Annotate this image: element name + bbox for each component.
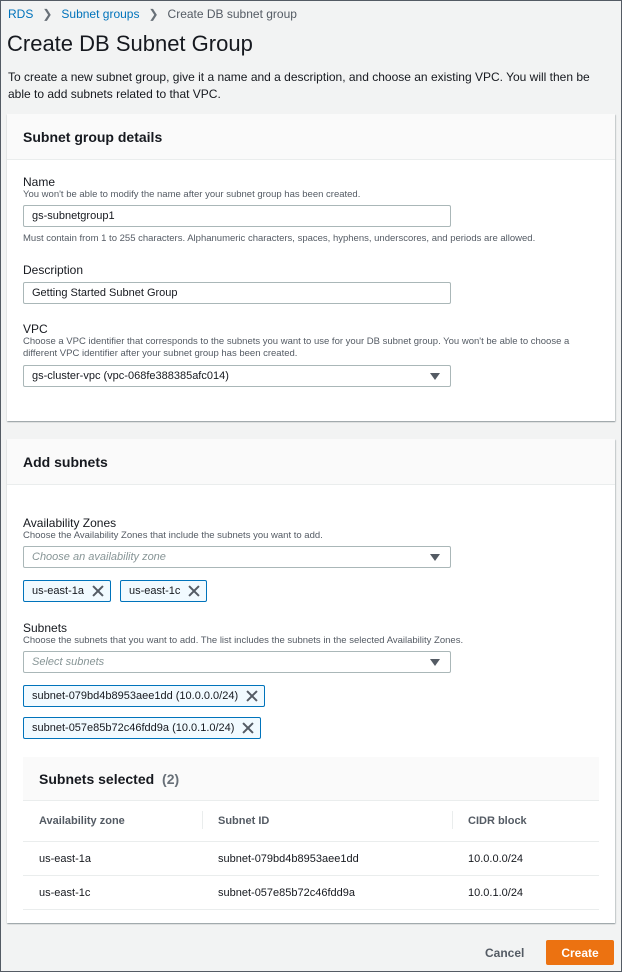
- subnets-selected-title: [39, 771, 179, 787]
- subnets-selected-table-panel: [23, 757, 599, 909]
- az-token-us-east-1a: [23, 580, 111, 602]
- subnets-label: Subnets: [23, 621, 68, 635]
- table-header-row: [23, 801, 599, 842]
- close-icon[interactable]: [92, 585, 104, 597]
- availability-zone-placeholder: Choose an availability zone: [32, 551, 166, 563]
- breadcrumb-subnet-groups-link[interactable]: Subnet groups: [61, 7, 140, 21]
- vpc-select-value: gs-cluster-vpc (vpc-068fe388385afc014): [32, 370, 229, 382]
- subnets-placeholder: Select subnets: [32, 656, 105, 668]
- column-header-label: CIDR block: [468, 815, 527, 827]
- column-header-subnet-id: [202, 801, 452, 842]
- vpc-description: Choose a VPC identifier that corresponds to the subnets you want to use for your DB subnet group. You won't be able to choose a different VPC identifier after your subnet group has been created.: [23, 336, 570, 359]
- caret-down-icon: [430, 373, 440, 380]
- name-input[interactable]: gs-subnetgroup1: [23, 205, 451, 227]
- subnets-select[interactable]: [23, 651, 451, 673]
- token-label: us-east-1c: [129, 585, 181, 597]
- table-row: [23, 876, 599, 910]
- add-subnets-panel: [7, 439, 615, 923]
- availability-zone-select[interactable]: [23, 546, 451, 568]
- chevron-right-icon: ❯: [42, 7, 53, 21]
- subnets-selected-header: [23, 757, 599, 801]
- subnets-selected-table: [23, 801, 599, 910]
- availability-zones-label: Availability Zones: [23, 516, 117, 530]
- availability-zones-description: Choose the Availability Zones that include the subnets you want to add.: [23, 530, 323, 541]
- table-row: [23, 842, 599, 876]
- vpc-label: VPC: [23, 322, 48, 336]
- panel-title: Subnet group details: [23, 128, 163, 145]
- close-icon[interactable]: [242, 722, 254, 734]
- cell-subnet-id: subnet-079bd4b8953aee1dd: [202, 842, 452, 876]
- column-header-cidr-block: [452, 801, 599, 842]
- close-icon[interactable]: [188, 585, 200, 597]
- panel-title: Add subnets: [23, 453, 108, 470]
- close-icon[interactable]: [246, 690, 258, 702]
- cell-cidr-block: 10.0.1.0/24: [452, 876, 599, 910]
- column-header-label: Subnet ID: [218, 815, 270, 827]
- page-intro: To create a new subnet group, give it a name and a description, and choose an existing VPC. You will then be able to add subnets related to that VPC.: [8, 70, 590, 101]
- description-label: Description: [23, 263, 84, 277]
- subnets-selected-heading: Subnets selected: [39, 770, 155, 787]
- column-divider: [452, 811, 453, 829]
- subnet-token-1: [23, 685, 265, 707]
- cell-cidr-block: 10.0.0.0/24: [452, 842, 599, 876]
- panel-header: [7, 114, 615, 160]
- create-button[interactable]: Create: [546, 940, 614, 965]
- column-header-availability-zone: Availability zone: [23, 801, 202, 842]
- az-token-us-east-1c: [120, 580, 207, 602]
- breadcrumb-current: Create DB subnet group: [167, 7, 297, 21]
- cell-availability-zone: us-east-1c: [23, 876, 202, 910]
- caret-down-icon: [430, 554, 440, 561]
- name-label: Name: [23, 175, 56, 189]
- breadcrumb: [8, 7, 297, 21]
- token-label: subnet-079bd4b8953aee1dd (10.0.0.0/24): [32, 690, 239, 702]
- subnet-group-details-panel: [7, 114, 615, 421]
- token-label: subnet-057e85b72c46fdd9a (10.0.1.0/24): [32, 722, 235, 734]
- cell-subnet-id: subnet-057e85b72c46fdd9a: [202, 876, 452, 910]
- name-description: You won't be able to modify the name after your subnet group has been created.: [23, 189, 361, 200]
- breadcrumb-rds-link[interactable]: RDS: [8, 7, 34, 21]
- cell-availability-zone: us-east-1a: [23, 842, 202, 876]
- panel-header: [7, 439, 615, 485]
- description-input[interactable]: Getting Started Subnet Group: [23, 282, 451, 304]
- page-title: Create DB Subnet Group: [7, 31, 253, 56]
- name-constraint-hint: Must contain from 1 to 255 characters. Alphanumeric characters, spaces, hyphens, underscores, and periods are allowed.: [23, 233, 536, 244]
- subnets-description: Choose the subnets that you want to add. The list includes the subnets in the selected Availability Zones.: [23, 635, 464, 646]
- vpc-select[interactable]: [23, 365, 451, 387]
- caret-down-icon: [430, 659, 440, 666]
- chevron-right-icon: ❯: [148, 7, 159, 21]
- column-divider: [202, 811, 203, 829]
- cancel-button[interactable]: Cancel: [485, 946, 525, 960]
- subnet-token-2: [23, 717, 261, 739]
- subnets-selected-count: (2): [162, 770, 180, 787]
- token-label: us-east-1a: [32, 585, 84, 597]
